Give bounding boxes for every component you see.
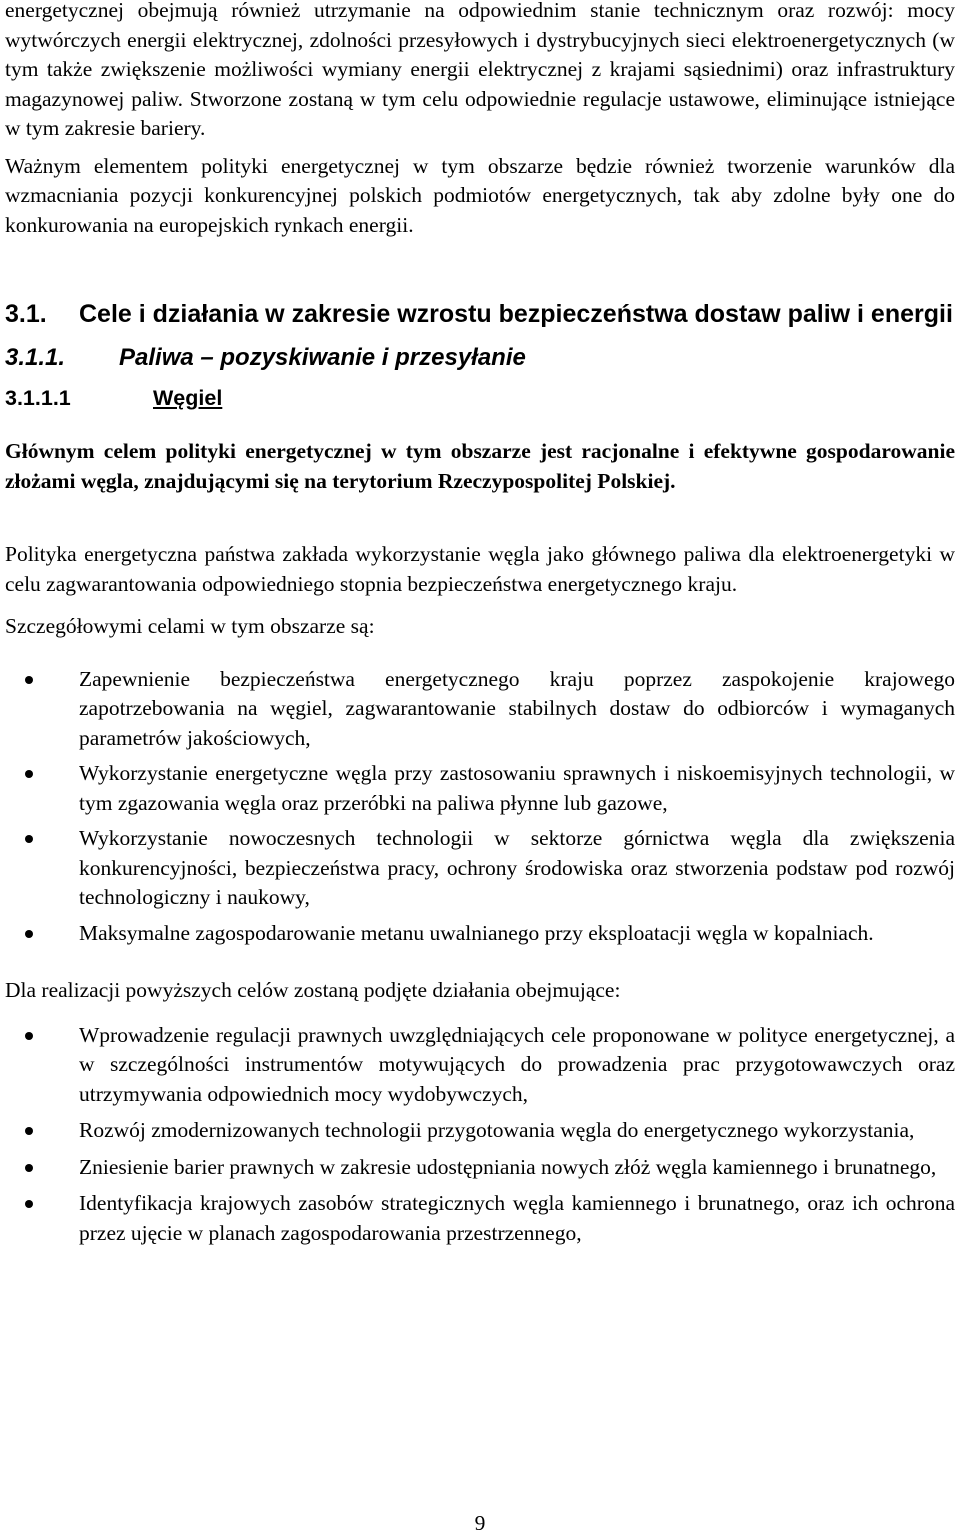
list-item — [5, 1189, 955, 1248]
list-item-text: Zniesienie barier prawnych w zakresie udostępniania nowych złóż węgla kamiennego i brunatnego, — [79, 1154, 937, 1179]
paragraph-competitiveness: Ważnym elementem polityki energetycznej w tym obszarze będzie również tworzenie warunków dla wzmacniania pozycji konkurencyjnej polskich podmiotów energetycznych, tak aby zdolne były one do konkurowania na europejskich rynkach energii. — [5, 153, 955, 237]
section-title: Cele i działania w zakresie wzrostu bezpieczeństwa dostaw paliw i energii — [79, 300, 953, 328]
page-number: 9 — [474, 1511, 486, 1535]
bullet-icon — [25, 1127, 33, 1135]
actions-list — [5, 1021, 955, 1249]
section-number: 3.1. — [5, 300, 47, 328]
list-item — [5, 1153, 955, 1183]
bullet-icon — [25, 770, 33, 778]
goals-list — [5, 665, 955, 949]
bullet-icon — [25, 676, 33, 684]
paragraph-intro: energetycznej obejmują również utrzymanie na odpowiednim stanie technicznym oraz rozwój: mocy wytwórczych energii elektrycznej, zdolności przesyłowych i dystrybucyjnych sieci elektroenergetycznych (w tym także zwiększenie możliwości wymiany energii elektrycznej z krajami sąsiednimi) oraz infrastruktury magazynowej paliw. Stworzone zostaną w tym celu odpowiednie regulacje ustawowe, eliminujące istniejące w tym zakresie bariery. — [5, 0, 955, 140]
list-item-text: Wprowadzenie regulacji prawnych uwzględniających cele proponowane w polityce energetycznej, a w szczególności instrumentów motywujących do prowadzenia prac przygotowawczych oraz utrzymywania odpowiednich mocy wydobywczych, — [79, 1022, 955, 1106]
subsection-heading-3-1-1 — [5, 343, 955, 373]
list-item-text: Identyfikacja krajowych zasobów strategicznych węgla kamiennego i brunatnego, oraz ich ochrona przez ujęcie w planach zagospodarowania przestrzennego, — [79, 1191, 955, 1245]
subsection-number: 3.1.1. — [5, 344, 66, 371]
list-item — [5, 1116, 955, 1146]
list-item — [5, 824, 955, 913]
list-item — [5, 665, 955, 754]
paragraph-main-goal: Głównym celem polityki energetycznej w tym obszarze jest racjonalne i efektywne gospodarowanie złożami węgla, znajdującymi się na terytorium Rzeczypospolitej Polskiej. — [5, 439, 955, 493]
subsubsection-heading-3-1-1-1 — [5, 383, 955, 413]
list-item — [5, 1021, 955, 1110]
bullet-icon — [25, 1032, 33, 1040]
section-heading-3-1 — [5, 299, 955, 329]
paragraph-policy: Polityka energetyczna państwa zakłada wykorzystanie węgla jako głównego paliwa dla elektroenergetyki w celu zagwarantowania odpowiedniego stopnia bezpieczeństwa energetycznego kraju. — [5, 542, 955, 596]
bullet-icon — [25, 930, 33, 938]
bullet-icon — [25, 1200, 33, 1208]
document-page — [5, 0, 955, 1255]
list-item — [5, 759, 955, 818]
subsection-title: Paliwa – pozyskiwanie i przesyłanie — [119, 344, 526, 371]
bullet-icon — [25, 1164, 33, 1172]
paragraph-goals-lead: Szczegółowymi celami w tym obszarze są: — [5, 614, 375, 638]
list-item — [5, 919, 955, 949]
bullet-icon — [25, 835, 33, 843]
list-item-text: Zapewnienie bezpieczeństwa energetycznego kraju poprzez zaspokojenie krajowego zapotrzebowania na węgiel, zagwarantowanie stabilnych dostaw do odbiorców i wymaganych parametrów jakościowych, — [79, 666, 955, 750]
paragraph-actions-lead: Dla realizacji powyższych celów zostaną podjęte działania obejmujące: — [5, 978, 621, 1002]
list-item-text: Wykorzystanie nowoczesnych technologii w sektorze górnictwa węgla dla zwiększenia konkurencyjności, bezpieczeństwa pracy, ochrony środowiska oraz stworzenia podstaw pod rozwój technologiczny i naukowy, — [79, 826, 955, 909]
subsubsection-title: Węgiel — [153, 386, 223, 410]
list-item-text: Rozwój zmodernizowanych technologii przygotowania węgla do energetycznego wykorzystania, — [79, 1118, 915, 1142]
list-item-text: Wykorzystanie energetyczne węgla przy zastosowaniu sprawnych i niskoemisyjnych technologii, w tym zgazowania węgla oraz przeróbki na paliwa płynne lub gazowe, — [79, 761, 955, 815]
subsubsection-number: 3.1.1.1 — [5, 386, 71, 410]
list-item-text: Maksymalne zagospodarowanie metanu uwalnianego przy eksploatacji węgla w kopalniach. — [79, 920, 874, 945]
